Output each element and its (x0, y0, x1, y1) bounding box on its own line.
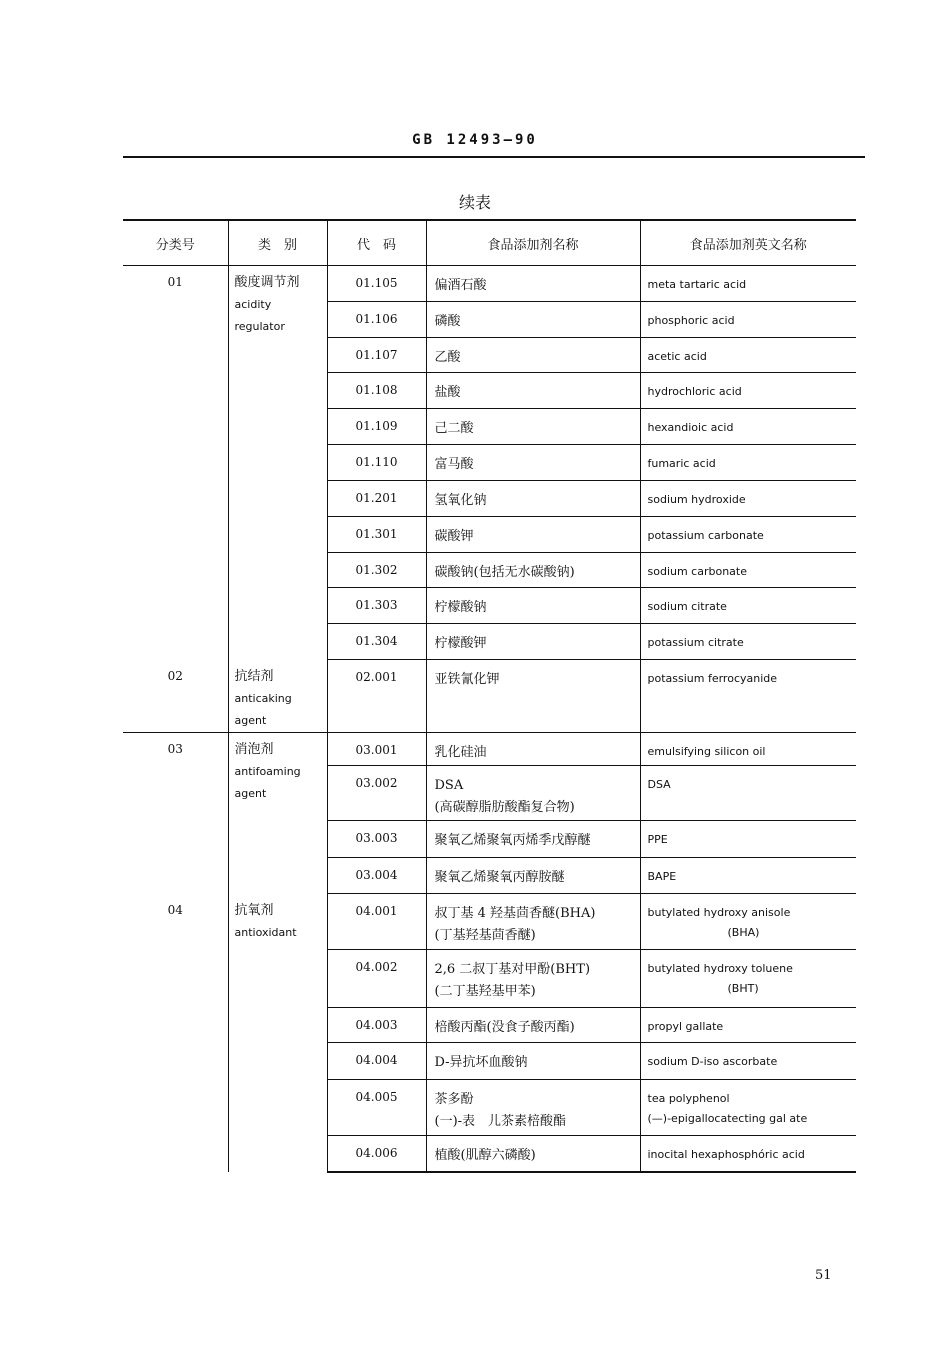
additive-name-en (640, 445, 856, 481)
name-en-line: butylated hydroxy toluene (647, 962, 793, 975)
name-cn-line: 氢氧化钠 (434, 493, 487, 508)
additive-code: 02.001 (327, 660, 426, 733)
name-cn-line: 聚氧乙烯聚氧丙烯季戊醇醚 (434, 833, 591, 848)
name-cn-line: 亚铁氰化钾 (434, 672, 500, 687)
name-en-line: DSA (647, 778, 671, 791)
additive-code: 04.005 (327, 1080, 426, 1136)
name-en-line: (BHT) (727, 982, 759, 995)
name-cn-line: 磷酸 (434, 314, 461, 329)
category-cell (228, 266, 327, 660)
additive-name-en (640, 733, 856, 766)
category-en: antioxidant (234, 925, 297, 939)
additive-name-cn (426, 660, 640, 733)
additive-code: 01.107 (327, 338, 426, 373)
name-en-line: tea polyphenol (647, 1092, 730, 1105)
additive-code: 01.110 (327, 445, 426, 481)
additive-code: 01.108 (327, 373, 426, 409)
additive-name-en (640, 1008, 856, 1043)
category-en: anticaking agent (234, 691, 292, 727)
table-row (123, 733, 856, 766)
additive-table (123, 219, 856, 1173)
name-en-line: sodium carbonate (647, 565, 747, 578)
name-cn-line: 碳酸钾 (434, 529, 474, 544)
additive-name-en (640, 373, 856, 409)
additive-name-en (640, 553, 856, 588)
name-cn-line: 柠檬酸钠 (434, 600, 487, 615)
name-en-line: sodium D-iso ascorbate (647, 1055, 778, 1068)
additive-name-en (640, 588, 856, 624)
class-number: 04 (167, 902, 183, 917)
additive-name-cn (426, 1043, 640, 1080)
name-cn-line: 己二酸 (434, 421, 474, 436)
category-en: antifoaming agent (234, 765, 301, 800)
table-title: 续表 (458, 193, 491, 212)
additive-code: 01.106 (327, 302, 426, 338)
additive-code: 03.004 (327, 858, 426, 894)
name-en-line: meta tartaric acid (647, 278, 747, 291)
name-cn-line: 盐酸 (434, 385, 461, 400)
column-header-class-no: 分类号 (123, 220, 228, 266)
additive-name-cn (426, 1136, 640, 1172)
additive-code: 04.002 (327, 950, 426, 1008)
additive-name-cn (426, 858, 640, 894)
category-cell (228, 894, 327, 1172)
name-cn-line: DSA (434, 778, 464, 793)
additive-code: 03.002 (327, 766, 426, 821)
additive-name-cn (426, 950, 640, 1008)
class-number: 02 (123, 660, 228, 733)
additive-name-en (640, 950, 856, 1008)
name-cn-line: (丁基羟基茴香醚) (434, 928, 536, 943)
additive-name-cn (426, 517, 640, 553)
additive-code: 01.301 (327, 517, 426, 553)
name-en-line: butylated hydroxy anisole (647, 906, 791, 919)
name-en-line: (—)-epigallocatecting gal ate (647, 1112, 808, 1125)
column-header-name-en: 食品添加剂英文名称 (640, 220, 856, 266)
additive-name-en (640, 858, 856, 894)
additive-name-en (640, 302, 856, 338)
category-cell (228, 733, 327, 894)
additive-name-cn (426, 302, 640, 338)
name-en-line: sodium citrate (647, 600, 727, 613)
name-cn-line: D-异抗坏血酸钠 (434, 1055, 528, 1070)
name-en-line: propyl gallate (647, 1020, 724, 1033)
additive-code: 01.105 (327, 266, 426, 302)
additive-name-cn (426, 373, 640, 409)
name-cn-line: 偏酒石酸 (434, 278, 487, 293)
name-en-line: emulsifying silicon oil (647, 745, 766, 758)
additive-name-en (640, 624, 856, 660)
additive-code: 04.003 (327, 1008, 426, 1043)
name-cn-line: (一)-表 儿茶素棓酸酯 (434, 1114, 567, 1129)
name-en-line: fumaric acid (647, 457, 716, 470)
additive-name-en (640, 517, 856, 553)
header-rule (123, 156, 865, 158)
name-cn-line: 叔丁基 4 羟基茴香醚(BHA) (434, 906, 596, 921)
additive-name-cn (426, 338, 640, 373)
additive-name-cn (426, 821, 640, 858)
additive-name-cn (426, 553, 640, 588)
additive-code: 01.303 (327, 588, 426, 624)
additive-name-cn (426, 588, 640, 624)
name-cn-line: 乳化硅油 (434, 745, 487, 760)
name-en-line: potassium carbonate (647, 529, 764, 542)
name-en-line: (BHA) (727, 926, 760, 939)
category-en: acidity regulator (234, 298, 285, 333)
name-cn-line: 柠檬酸钾 (434, 636, 487, 651)
name-en-line: potassium citrate (647, 636, 744, 649)
class-number: 03 (167, 742, 183, 756)
category-cn: 抗氧剂 (234, 902, 274, 918)
name-cn-line: 植酸(肌醇六磷酸) (434, 1148, 536, 1163)
additive-name-cn (426, 624, 640, 660)
class-number: 01 (167, 275, 183, 289)
additive-name-cn (426, 1080, 640, 1136)
name-cn-line: 碳酸钠(包括无水碳酸钠) (434, 565, 575, 580)
name-cn-line: 聚氧乙烯聚氧丙醇胺醚 (434, 870, 565, 885)
additive-name-en (640, 1043, 856, 1080)
name-en-line: sodium hydroxide (647, 493, 746, 506)
table-row (123, 894, 856, 950)
page-number: 51 (815, 1268, 832, 1283)
column-header-category: 类 别 (228, 220, 327, 266)
table-header-row (123, 220, 856, 266)
additive-name-en (640, 1136, 856, 1172)
additive-code: 01.304 (327, 624, 426, 660)
additive-code: 01.109 (327, 409, 426, 445)
category-cell (228, 660, 327, 733)
additive-name-en (640, 821, 856, 858)
name-en-line: potassium ferrocyanide (647, 672, 778, 685)
additive-name-cn (426, 894, 640, 950)
additive-code: 01.302 (327, 553, 426, 588)
additive-name-en (640, 766, 856, 821)
additive-name-en (640, 481, 856, 517)
additive-name-cn (426, 266, 640, 302)
name-en-line: inocital hexaphosphóric acid (647, 1148, 805, 1161)
name-cn-line: 富马酸 (434, 457, 474, 472)
table-body (123, 266, 856, 1172)
additive-code: 04.001 (327, 894, 426, 950)
name-cn-line: 2,6 二叔丁基对甲酚(BHT) (434, 962, 591, 977)
additive-code: 04.006 (327, 1136, 426, 1172)
additive-code: 01.201 (327, 481, 426, 517)
name-cn-line: (二丁基羟基甲苯) (434, 984, 536, 999)
additive-name-en (640, 660, 856, 733)
name-en-line: acetic acid (647, 350, 707, 363)
additive-name-cn (426, 766, 640, 821)
name-en-line: PPE (647, 833, 668, 846)
category-cn: 抗结剂 (234, 668, 274, 684)
additive-name-cn (426, 733, 640, 766)
additive-name-en (640, 266, 856, 302)
category-cn: 消泡剂 (234, 742, 274, 757)
table-row (123, 660, 856, 733)
name-cn-line: 乙酸 (434, 350, 461, 365)
additive-name-cn (426, 445, 640, 481)
name-cn-line: (高碳醇脂肪酸酯复合物) (434, 800, 575, 815)
additive-name-en (640, 1080, 856, 1136)
name-en-line: hydrochloric acid (647, 385, 742, 398)
table-row (123, 266, 856, 302)
additive-code: 04.004 (327, 1043, 426, 1080)
additive-name-cn (426, 481, 640, 517)
additive-code: 03.003 (327, 821, 426, 858)
additive-name-en (640, 338, 856, 373)
name-cn-line: 茶多酚 (434, 1092, 474, 1107)
name-en-line: hexandioic acid (647, 421, 734, 434)
category-cn: 酸度调节剂 (234, 275, 300, 290)
column-header-name-cn: 食品添加剂名称 (426, 220, 640, 266)
name-cn-line: 棓酸丙酯(没食子酸丙酯) (434, 1020, 575, 1035)
name-en-line: BAPE (647, 870, 677, 883)
additive-name-cn (426, 409, 640, 445)
additive-name-en (640, 894, 856, 950)
additive-name-cn (426, 1008, 640, 1043)
column-header-code: 代 码 (327, 220, 426, 266)
additive-code: 03.001 (327, 733, 426, 766)
name-en-line: phosphoric acid (647, 314, 735, 327)
additive-name-en (640, 409, 856, 445)
standard-header: GB 12493—90 (412, 132, 538, 148)
